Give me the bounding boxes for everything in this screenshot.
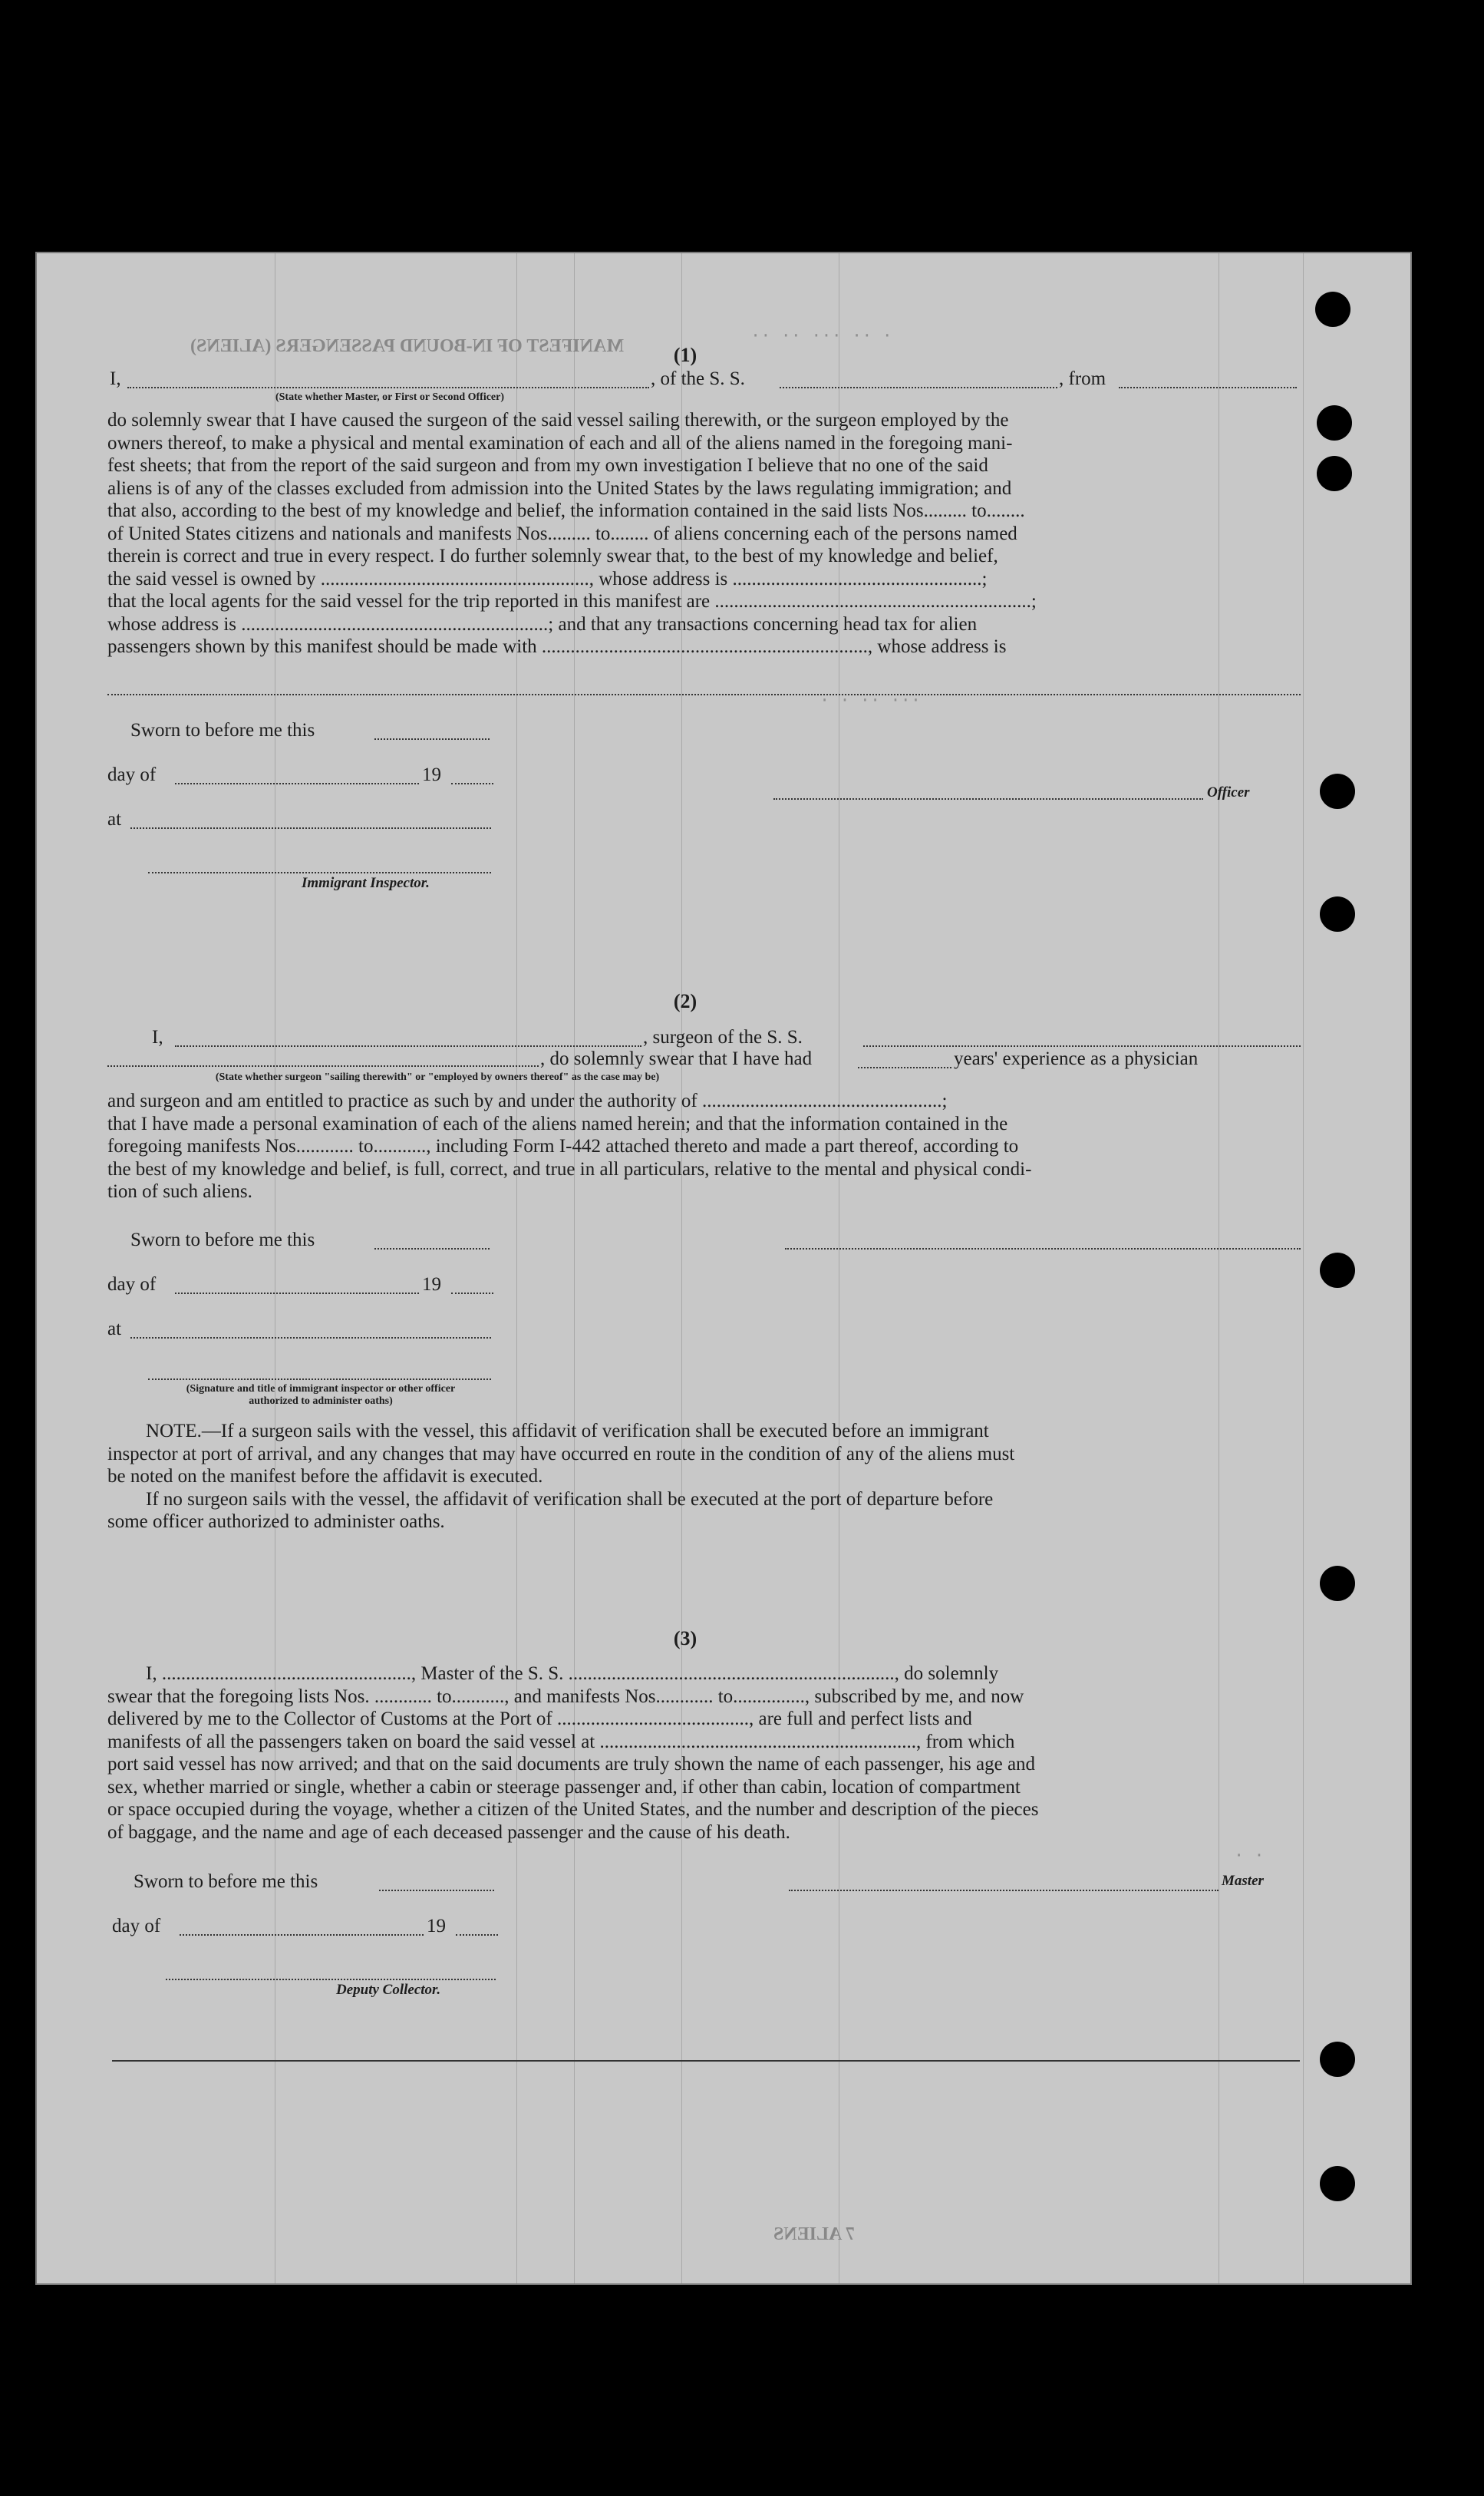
section-2-line: foregoing manifests Nos............ to..........., including Form I-442 attached thereto and made a part thereof, according to — [107, 1136, 1019, 1157]
bleed-mark: ·· ·· ··· ·· · — [750, 326, 892, 345]
sworn-date-field-3[interactable] — [379, 1890, 494, 1891]
punch-hole — [1317, 456, 1352, 491]
section-3-line: sex, whether married or single, whether a cabin or steerage passenger and, if other than cabin, location of compartment — [107, 1776, 1021, 1798]
agent-address-field[interactable] — [107, 694, 1301, 695]
note-line: some officer authorized to administer oaths. — [107, 1511, 445, 1532]
day-of-label: day of — [107, 764, 157, 785]
swear-exp-label: , do solemnly swear that I have had — [540, 1048, 813, 1069]
year-field-2[interactable] — [451, 1293, 493, 1294]
signature-title-note: (Signature and title of immigrant inspector or other officer authorized to administer oaths) — [186, 1383, 456, 1407]
section-1-line: that also, according to the best of my knowledge and belief, the information contained in the said lists Nos......... to........ — [107, 500, 1025, 521]
note-line: NOTE.—If a surgeon sails with the vessel, this affidavit of verification shall be executed before an immigrant — [146, 1421, 989, 1441]
section-3-line: port said vessel has now arrived; and that on the said documents are truly shown the name of each passenger, his age and — [107, 1754, 1036, 1775]
years-field[interactable] — [858, 1067, 951, 1068]
section-3-line: manifests of all the passengers taken on board the said vessel at .................................................................., from which — [107, 1731, 1015, 1752]
section-3-line: swear that the foregoing lists Nos. ............ to..........., and manifests Nos............ to..............., subscribed by me, and now — [107, 1685, 1024, 1707]
section-3-line: of baggage, and the name and age of each deceased passenger and the cause of his death. — [107, 1821, 790, 1843]
sworn-date-field-2[interactable] — [374, 1248, 490, 1250]
year-prefix-3: 19 — [427, 1916, 446, 1936]
at-label-2: at — [107, 1319, 122, 1339]
section-1-line: of United States citizens and nationals and manifests Nos......... to........ of aliens concerning each of the persons named — [107, 523, 1017, 544]
surgeon-name-field[interactable] — [175, 1045, 641, 1047]
inspector-label: Immigrant Inspector. — [302, 875, 430, 891]
punch-hole — [1320, 2166, 1355, 2201]
from-label: , from — [1059, 368, 1106, 389]
section-1-line: the said vessel is owned by ........................................................, whose address is ....................................................; — [107, 568, 988, 589]
punch-hole — [1320, 2042, 1355, 2077]
inspector-signature-field[interactable] — [148, 872, 491, 873]
officer-signature-field[interactable] — [773, 798, 1203, 800]
section-1-line: do solemnly swear that I have caused the surgeon of the said vessel sailing therewith, or the surgeon employed by the — [107, 410, 1009, 431]
day-of-label-2: day of — [107, 1274, 157, 1295]
surgeon-type-field[interactable] — [107, 1065, 539, 1067]
master-signature-field[interactable] — [789, 1890, 1219, 1891]
state-rank-note: (State whether Master, or First or Second Officer) — [275, 391, 505, 403]
bleed-mark: · · — [1234, 1846, 1265, 1865]
year-prefix: 19 — [422, 764, 441, 785]
at-label: at — [107, 809, 122, 830]
section-1-line: fest sheets; that from the report of the said surgeon and from my own investigation I believe that no one of the said — [107, 455, 988, 476]
section-1-i: I, — [110, 368, 121, 389]
section-1-line: passengers shown by this manifest should be made with ...................................................................., whose address is — [107, 636, 1007, 657]
officer-label: Officer — [1207, 784, 1250, 801]
sworn-date-field[interactable] — [374, 738, 490, 740]
punch-hole — [1317, 405, 1352, 441]
year-field[interactable] — [451, 783, 493, 784]
section-1-number: (1) — [673, 344, 697, 366]
bleed-mark: · · ·· ··· — [819, 691, 922, 710]
note-line: be noted on the manifest before the affidavit is executed. — [107, 1466, 543, 1487]
show-through-bottom: 7 ALIENS — [773, 2224, 856, 2244]
section-2-line: tion of such aliens. — [107, 1181, 252, 1202]
note-line: If no surgeon sails with the vessel, the affidavit of verification shall be executed at the port of departure before — [146, 1488, 994, 1510]
from-port-field[interactable] — [1119, 387, 1297, 388]
deputy-collector-signature-field[interactable] — [166, 1979, 496, 1980]
bottom-rule — [112, 2060, 1300, 2062]
section-2-line: and surgeon and am entitled to practice as such by and under the authority of ..................................................; — [107, 1091, 948, 1111]
master-label: Master — [1222, 1873, 1264, 1889]
years-exp-label: years' experience as a physician — [954, 1048, 1199, 1069]
punch-hole — [1320, 774, 1355, 809]
surgeon-type-note: (State whether surgeon "sailing therewith" or "employed by owners thereof" as the case may be) — [215, 1071, 660, 1083]
sworn-label-3: Sworn to before me this — [134, 1871, 318, 1892]
authorized-officer-signature-field[interactable] — [148, 1378, 491, 1380]
section-1-body — [107, 409, 1301, 659]
section-2-body — [107, 1090, 1301, 1203]
show-through-header: MANIFEST OF IN-BOUND PASSENGERS (ALIENS) — [190, 336, 624, 356]
section-1-line: whose address is ................................................................; and that any transactions concerning head tax for alien — [107, 613, 978, 635]
section-2-note — [107, 1420, 1301, 1534]
deputy-collector-label: Deputy Collector. — [336, 1982, 441, 1998]
punch-hole — [1320, 1253, 1355, 1288]
day-of-label-3: day of — [112, 1916, 161, 1936]
year-field-3[interactable] — [456, 1934, 498, 1936]
day-of-field-2[interactable] — [175, 1293, 419, 1294]
section-1-line: that the local agents for the said vessel for the trip reported in this manifest are ..................................................................; — [107, 591, 1037, 612]
punch-hole — [1320, 896, 1355, 932]
section-3-line: or space occupied during the voyage, whether a citizen of the United States, and the number and description of the pieces — [107, 1799, 1039, 1820]
section-1-line: therein is correct and true in every respect. I do further solemnly swear that, to the best of my knowledge and belief, — [107, 546, 998, 566]
at-field[interactable] — [130, 827, 491, 829]
note-line: inspector at port of arrival, and any changes that may have occurred en route in the condition of any of the aliens must — [107, 1443, 1015, 1464]
day-of-field-3[interactable] — [180, 1934, 424, 1936]
section-1-line: owners thereof, to make a physical and mental examination of each and all of the aliens named in the foregoing mani- — [107, 432, 1013, 454]
vessel-name-field[interactable] — [780, 387, 1057, 388]
bleed-column-line — [1303, 253, 1304, 2283]
section-3-line: I, ...................................................., Master of the S. S. ...................................................................., do solemnly — [146, 1663, 999, 1684]
section-2-i: I, — [152, 1027, 163, 1048]
section-2-number: (2) — [673, 990, 697, 1012]
of-the-ss-label: , of the S. S. — [651, 368, 745, 389]
officer-name-field[interactable] — [127, 387, 649, 388]
at-field-2[interactable] — [130, 1337, 491, 1339]
punch-hole — [1320, 1566, 1355, 1601]
section-2-line: the best of my knowledge and belief, is full, correct, and true in all particulars, relative to the mental and physical condi- — [107, 1158, 1032, 1180]
section-1-line: aliens is of any of the classes excluded from admission into the United States by the laws regulating immigration; and — [107, 477, 1012, 499]
year-prefix-2: 19 — [422, 1274, 441, 1295]
section-2-line: that I have made a personal examination of each of the aliens named herein; and that the information contained in the — [107, 1113, 1008, 1134]
section-3-line: delivered by me to the Collector of Customs at the Port of ........................................, are full and perfect lists and — [107, 1709, 972, 1729]
sworn-label-2: Sworn to before me this — [130, 1230, 315, 1250]
section-3-body — [107, 1662, 1301, 1844]
surgeon-of-label: , surgeon of the S. S. — [643, 1027, 803, 1048]
sworn-label: Sworn to before me this — [130, 720, 315, 741]
form-page — [37, 253, 1410, 2283]
section-3-number: (3) — [673, 1627, 697, 1649]
surgeon-vessel-field[interactable] — [863, 1045, 1301, 1047]
surgeon-signature-field[interactable] — [785, 1248, 1301, 1250]
punch-hole — [1315, 292, 1350, 327]
day-of-field[interactable] — [175, 783, 419, 784]
